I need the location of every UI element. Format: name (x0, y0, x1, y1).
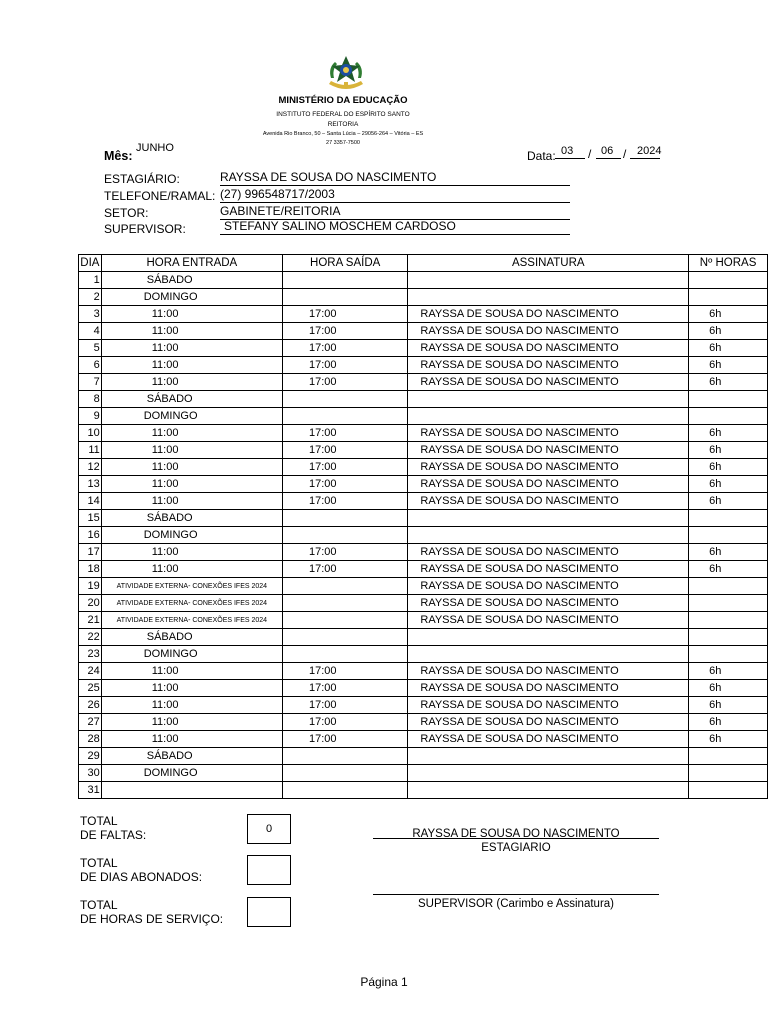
row-entry-time: 11:00 (101, 476, 282, 493)
service-hours-label (80, 898, 223, 926)
row-entry-time: SÁBADO (101, 272, 282, 289)
date-sep-1: / (588, 147, 592, 161)
row-exit-time (282, 527, 407, 544)
row-hours (689, 408, 768, 425)
table-row (79, 612, 768, 629)
row-signature (408, 629, 689, 646)
page-number: Página 1 (360, 975, 408, 989)
row-entry-time: 11:00 (101, 731, 282, 748)
row-entry-time: SÁBADO (101, 629, 282, 646)
row-entry-time: DOMINGO (101, 646, 282, 663)
row-entry-time: DOMINGO (101, 408, 282, 425)
row-signature: RAYSSA DE SOUSA DO NASCIMENTO (408, 714, 689, 731)
table-row (79, 272, 768, 289)
table-row (79, 663, 768, 680)
absences-label-line-1: TOTAL (80, 814, 118, 828)
row-signature: RAYSSA DE SOUSA DO NASCIMENTO (408, 544, 689, 561)
row-hours: 6h (689, 493, 768, 510)
row-exit-time: 17:00 (282, 731, 407, 748)
row-exit-time: 17:00 (282, 561, 407, 578)
table-row (79, 442, 768, 459)
table-row (79, 374, 768, 391)
excused-label-line-2: DE DIAS ABONADOS: (80, 870, 203, 884)
row-hours: 6h (689, 340, 768, 357)
row-hours (689, 578, 768, 595)
row-signature (408, 391, 689, 408)
excused-box (247, 855, 291, 885)
table-row (79, 408, 768, 425)
table-row (79, 510, 768, 527)
table-row (79, 425, 768, 442)
row-entry-time: SÁBADO (101, 391, 282, 408)
row-day: 30 (79, 765, 102, 782)
row-day: 23 (79, 646, 102, 663)
row-hours (689, 646, 768, 663)
table-row (79, 527, 768, 544)
date-day: 03 (561, 145, 574, 157)
row-hours (689, 527, 768, 544)
row-exit-time: 17:00 (282, 476, 407, 493)
row-exit-time (282, 646, 407, 663)
row-signature (408, 510, 689, 527)
row-hours (689, 765, 768, 782)
table-row (79, 493, 768, 510)
table-row (79, 323, 768, 340)
supervisor-signature-line (373, 884, 659, 895)
row-hours (689, 510, 768, 527)
row-exit-time (282, 289, 407, 306)
row-entry-time: 11:00 (101, 442, 282, 459)
row-day: 16 (79, 527, 102, 544)
row-day: 24 (79, 663, 102, 680)
row-day: 28 (79, 731, 102, 748)
row-exit-time (282, 612, 407, 629)
row-exit-time (282, 765, 407, 782)
row-day: 22 (79, 629, 102, 646)
table-row (79, 714, 768, 731)
table-row (79, 391, 768, 408)
table-row (79, 731, 768, 748)
month-label: Mês: (104, 149, 133, 163)
row-entry-time: 11:00 (101, 561, 282, 578)
row-entry-time: DOMINGO (101, 527, 282, 544)
row-exit-time: 17:00 (282, 442, 407, 459)
row-signature: RAYSSA DE SOUSA DO NASCIMENTO (408, 357, 689, 374)
row-day: 29 (79, 748, 102, 765)
row-entry-time: 11:00 (101, 425, 282, 442)
header-day: DIA (79, 255, 102, 272)
supervisor-label: SUPERVISOR: (104, 222, 186, 236)
row-entry-time (101, 782, 282, 799)
row-entry-time: SÁBADO (101, 748, 282, 765)
row-hours: 6h (689, 714, 768, 731)
row-exit-time (282, 782, 407, 799)
row-signature: RAYSSA DE SOUSA DO NASCIMENTO (408, 306, 689, 323)
table-row (79, 289, 768, 306)
row-exit-time: 17:00 (282, 357, 407, 374)
row-hours (689, 272, 768, 289)
row-exit-time: 17:00 (282, 680, 407, 697)
row-day: 19 (79, 578, 102, 595)
row-exit-time: 17:00 (282, 697, 407, 714)
row-signature (408, 527, 689, 544)
row-exit-time: 17:00 (282, 374, 407, 391)
row-signature: RAYSSA DE SOUSA DO NASCIMENTO (408, 323, 689, 340)
row-entry-time: SÁBADO (101, 510, 282, 527)
row-day: 14 (79, 493, 102, 510)
row-entry-time: 11:00 (101, 680, 282, 697)
table-row (79, 544, 768, 561)
attendance-table (78, 254, 768, 799)
row-hours: 6h (689, 459, 768, 476)
row-day: 2 (79, 289, 102, 306)
supervisor-role: SUPERVISOR (Carimbo e Assinatura) (418, 898, 614, 910)
row-exit-time (282, 629, 407, 646)
row-exit-time: 17:00 (282, 663, 407, 680)
phone-label: TELEFONE/RAMAL: (104, 189, 216, 203)
table-row (79, 578, 768, 595)
phone-value: (27) 996548717/2003 (220, 187, 570, 203)
row-signature: RAYSSA DE SOUSA DO NASCIMENTO (408, 595, 689, 612)
row-entry-time: DOMINGO (101, 765, 282, 782)
row-day: 13 (79, 476, 102, 493)
row-signature: RAYSSA DE SOUSA DO NASCIMENTO (408, 578, 689, 595)
table-row (79, 340, 768, 357)
row-exit-time: 17:00 (282, 425, 407, 442)
row-day: 11 (79, 442, 102, 459)
phone: 27 3357-7500 (326, 140, 360, 146)
row-hours (689, 748, 768, 765)
row-hours: 6h (689, 306, 768, 323)
row-hours: 6h (689, 425, 768, 442)
row-exit-time (282, 748, 407, 765)
row-hours (689, 391, 768, 408)
row-signature: RAYSSA DE SOUSA DO NASCIMENTO (408, 612, 689, 629)
row-day: 4 (79, 323, 102, 340)
row-signature: RAYSSA DE SOUSA DO NASCIMENTO (408, 663, 689, 680)
row-day: 6 (79, 357, 102, 374)
row-exit-time (282, 408, 407, 425)
service-hours-label-line-2: DE HORAS DE SERVIÇO: (80, 912, 224, 926)
row-entry-time: 11:00 (101, 544, 282, 561)
row-hours: 6h (689, 357, 768, 374)
row-signature: RAYSSA DE SOUSA DO NASCIMENTO (408, 442, 689, 459)
row-exit-time: 17:00 (282, 493, 407, 510)
row-hours: 6h (689, 323, 768, 340)
intern-signature-name: RAYSSA DE SOUSA DO NASCIMENTO (412, 828, 620, 840)
row-signature (408, 646, 689, 663)
row-entry-time: 11:00 (101, 374, 282, 391)
row-signature: RAYSSA DE SOUSA DO NASCIMENTO (408, 731, 689, 748)
coat-of-arms-seal (325, 54, 367, 90)
row-day: 26 (79, 697, 102, 714)
table-row (79, 629, 768, 646)
row-entry-time: ATIVIDADE EXTERNA- CONEXÕES IFES 2024 (101, 578, 282, 595)
date-year: 2024 (637, 145, 662, 157)
supervisor-name: STEFANY SALINO MOSCHEM CARDOSO (220, 219, 570, 235)
row-day: 7 (79, 374, 102, 391)
row-entry-time: 11:00 (101, 714, 282, 731)
table-row (79, 697, 768, 714)
rectory-name: REITORIA (327, 121, 359, 128)
row-exit-time (282, 391, 407, 408)
row-signature: RAYSSA DE SOUSA DO NASCIMENTO (408, 425, 689, 442)
row-hours: 6h (689, 663, 768, 680)
service-hours-label-line-1: TOTAL (80, 898, 118, 912)
row-hours: 6h (689, 544, 768, 561)
row-signature: RAYSSA DE SOUSA DO NASCIMENTO (408, 459, 689, 476)
row-exit-time (282, 595, 407, 612)
table-row (79, 595, 768, 612)
row-exit-time (282, 578, 407, 595)
row-exit-time: 17:00 (282, 323, 407, 340)
row-day: 25 (79, 680, 102, 697)
table-row (79, 357, 768, 374)
row-hours (689, 595, 768, 612)
row-signature: RAYSSA DE SOUSA DO NASCIMENTO (408, 697, 689, 714)
row-hours (689, 289, 768, 306)
row-day: 8 (79, 391, 102, 408)
month-value: JUNHO (136, 142, 174, 154)
row-entry-time: 11:00 (101, 357, 282, 374)
table-row (79, 476, 768, 493)
row-signature (408, 272, 689, 289)
row-day: 1 (79, 272, 102, 289)
row-signature (408, 782, 689, 799)
header-exit-time: HORA SAÍDA (282, 255, 407, 272)
table-row (79, 748, 768, 765)
row-signature (408, 765, 689, 782)
row-hours (689, 782, 768, 799)
ministry-title: MINISTÉRIO DA EDUCAÇÃO (278, 95, 408, 106)
row-hours: 6h (689, 374, 768, 391)
row-day: 20 (79, 595, 102, 612)
excused-label (80, 856, 202, 884)
table-row (79, 459, 768, 476)
intern-label: ESTAGIÁRIO: (104, 172, 180, 186)
row-entry-time: ATIVIDADE EXTERNA- CONEXÕES IFES 2024 (101, 612, 282, 629)
header-entry-time: HORA ENTRADA (101, 255, 282, 272)
service-hours-box (247, 897, 291, 927)
row-exit-time: 17:00 (282, 306, 407, 323)
row-hours: 6h (689, 731, 768, 748)
row-signature: RAYSSA DE SOUSA DO NASCIMENTO (408, 561, 689, 578)
row-exit-time (282, 272, 407, 289)
row-day: 3 (79, 306, 102, 323)
date-month: 06 (601, 145, 614, 157)
table-row (79, 680, 768, 697)
row-hours: 6h (689, 476, 768, 493)
row-entry-time: 11:00 (101, 697, 282, 714)
row-day: 17 (79, 544, 102, 561)
institute-name: INSTITUTO FEDERAL DO ESPÍRITO SANTO (276, 111, 410, 118)
date-sep-2: / (623, 147, 627, 161)
row-day: 18 (79, 561, 102, 578)
row-day: 12 (79, 459, 102, 476)
sector-value: GABINETE/REITORIA (220, 204, 570, 220)
row-signature: RAYSSA DE SOUSA DO NASCIMENTO (408, 493, 689, 510)
row-day: 21 (79, 612, 102, 629)
sector-label: SETOR: (104, 206, 149, 220)
row-signature (408, 408, 689, 425)
row-exit-time (282, 510, 407, 527)
row-hours: 6h (689, 697, 768, 714)
row-day: 31 (79, 782, 102, 799)
table-header-row (79, 255, 768, 272)
row-day: 5 (79, 340, 102, 357)
row-day: 9 (79, 408, 102, 425)
table-row (79, 561, 768, 578)
row-signature: RAYSSA DE SOUSA DO NASCIMENTO (408, 476, 689, 493)
row-entry-time: 11:00 (101, 306, 282, 323)
absences-box: 0 (247, 814, 291, 844)
row-entry-time: 11:00 (101, 459, 282, 476)
table-row (79, 646, 768, 663)
row-entry-time: DOMINGO (101, 289, 282, 306)
row-entry-time: ATIVIDADE EXTERNA- CONEXÕES IFES 2024 (101, 595, 282, 612)
header-signature: ASSINATURA (408, 255, 689, 272)
row-entry-time: 11:00 (101, 340, 282, 357)
address: Avenida Rio Branco, 50 – Santa Lúcia – 29056-264 – Vitória – ES (262, 131, 424, 137)
row-day: 10 (79, 425, 102, 442)
row-signature: RAYSSA DE SOUSA DO NASCIMENTO (408, 680, 689, 697)
row-day: 27 (79, 714, 102, 731)
row-hours (689, 612, 768, 629)
row-entry-time: 11:00 (101, 323, 282, 340)
excused-label-line-1: TOTAL (80, 856, 118, 870)
date-label: Data: (527, 149, 556, 163)
row-exit-time: 17:00 (282, 340, 407, 357)
absences-label (80, 814, 146, 842)
row-signature: RAYSSA DE SOUSA DO NASCIMENTO (408, 374, 689, 391)
row-entry-time: 11:00 (101, 493, 282, 510)
row-exit-time: 17:00 (282, 714, 407, 731)
row-signature: RAYSSA DE SOUSA DO NASCIMENTO (408, 340, 689, 357)
row-hours: 6h (689, 680, 768, 697)
table-row (79, 782, 768, 799)
table-row (79, 765, 768, 782)
row-hours (689, 629, 768, 646)
intern-role: ESTAGIARIO (481, 842, 551, 854)
row-entry-time: 11:00 (101, 663, 282, 680)
row-signature (408, 748, 689, 765)
row-hours: 6h (689, 442, 768, 459)
table-row (79, 306, 768, 323)
intern-name: RAYSSA DE SOUSA DO NASCIMENTO (220, 170, 570, 186)
header-hours: Nº HORAS (689, 255, 768, 272)
row-hours: 6h (689, 561, 768, 578)
absences-label-line-2: DE FALTAS: (80, 828, 147, 842)
row-exit-time: 17:00 (282, 544, 407, 561)
row-day: 15 (79, 510, 102, 527)
row-exit-time: 17:00 (282, 459, 407, 476)
row-signature (408, 289, 689, 306)
